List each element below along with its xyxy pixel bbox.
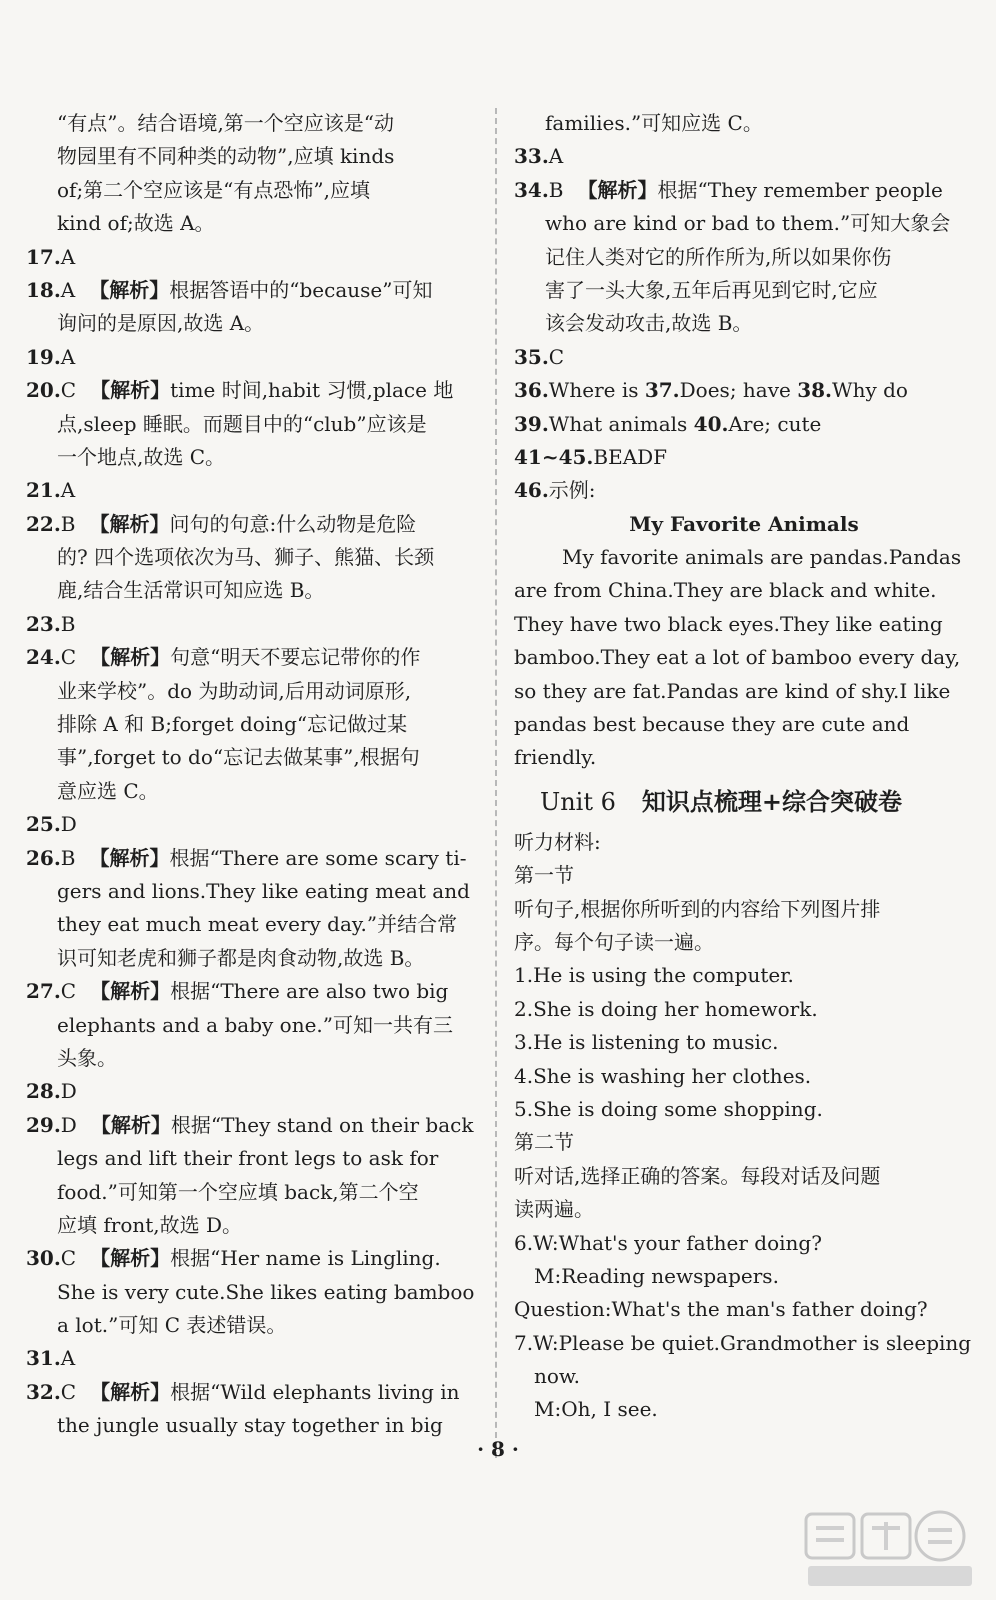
question-number: 24.: [26, 645, 61, 670]
text-line: [26, 942, 476, 975]
text-line: [26, 1242, 476, 1275]
line-text: A: [60, 1346, 76, 1371]
line-text: 听力材料:: [514, 829, 601, 854]
line-text: kind of;故选 A。: [57, 211, 215, 236]
text-line: [26, 1376, 476, 1409]
line-text: the jungle usually stay together in big: [57, 1413, 443, 1438]
line-text: 根据“They stand on their back: [170, 1112, 474, 1137]
line-text: Why do: [832, 378, 908, 403]
text-line: [514, 1293, 974, 1326]
question-number: 36.: [514, 378, 549, 403]
text-line: [514, 741, 974, 774]
line-text: BEADF: [593, 444, 668, 469]
text-line: [26, 408, 476, 441]
line-text: are from China.They are black and white.: [514, 578, 937, 603]
line-text: 该会发动攻击,故选 B。: [545, 311, 753, 336]
text-line: [514, 859, 974, 892]
line-text: 3.He is listening to music.: [514, 1030, 779, 1055]
column-divider: [495, 108, 497, 1458]
text-line: [26, 842, 476, 875]
line-text: D: [60, 1112, 77, 1137]
line-text: B: [60, 611, 76, 636]
line-text: C: [60, 979, 77, 1004]
line-text: who are kind or bad to them.”可知大象会: [545, 211, 951, 236]
text-line: [514, 1227, 974, 1260]
analysis-tag: 【解析】: [90, 1246, 171, 1271]
line-text: C: [60, 378, 77, 403]
question-number: 26.: [26, 845, 61, 870]
text-line: [26, 1342, 476, 1375]
line-text: 记住人类对它的所作所为,所以如果你伤: [545, 244, 892, 269]
line-text: A: [548, 144, 564, 169]
line-text: 物园里有不同种类的动物”,应填 kinds: [57, 144, 395, 169]
text-line: [26, 1309, 476, 1342]
question-number: 46.: [514, 478, 549, 503]
line-text: 第二节: [514, 1130, 574, 1155]
line-text: C: [60, 1379, 77, 1404]
unit-subtitle: 知识点梳理+综合突破卷: [641, 786, 903, 816]
line-text: 2.She is doing her homework.: [514, 996, 818, 1021]
line-text: they eat much meat every day.”并结合常: [57, 912, 458, 937]
text-line: [514, 1360, 974, 1393]
line-text: elephants and a baby one.”可知一共有三: [57, 1012, 453, 1037]
text-line: [26, 441, 476, 474]
line-text: a lot.”可知 C 表述错误。: [57, 1313, 287, 1338]
line-text: 根据“Wild elephants living in: [170, 1379, 460, 1404]
line-text: 根据“There are also two big: [170, 979, 449, 1004]
text-line: [514, 893, 974, 926]
line-text: 句意“明天不要忘记带你的作: [170, 645, 421, 670]
line-text: now.: [534, 1364, 581, 1389]
question-number: 29.: [26, 1112, 61, 1137]
text-line: [514, 708, 974, 741]
line-text: 排除 A 和 B;forget doing“忘记做过某: [57, 712, 408, 737]
question-number: 17.: [26, 244, 61, 269]
analysis-tag: 【解析】: [89, 845, 170, 870]
line-text: 读两遍。: [514, 1197, 594, 1222]
line-text: 意应选 C。: [57, 778, 159, 803]
line-text: 点,sleep 睡眠。而题目中的“club”应该是: [57, 411, 427, 436]
line-text: 示例:: [548, 478, 596, 503]
text-line: [514, 274, 974, 307]
line-text: What animals: [548, 411, 694, 436]
line-text: 询问的是原因,故选 A。: [57, 311, 265, 336]
question-number: 38.: [797, 378, 833, 403]
line-text: 头象。: [57, 1045, 117, 1070]
question-number: 25.: [26, 812, 61, 837]
question-number: 20.: [26, 378, 61, 403]
analysis-tag: 【解析】: [90, 378, 171, 403]
text-line: [514, 1327, 974, 1360]
line-text: so they are fat.Pandas are kind of shy.I like: [514, 678, 951, 703]
text-line: [26, 1276, 476, 1309]
line-text: pandas best because they are cute and: [514, 712, 910, 737]
question-number: 39.: [514, 411, 549, 436]
text-line: [514, 541, 974, 574]
question-number: 37.: [644, 378, 680, 403]
question-number: 28.: [26, 1079, 61, 1104]
text-line: [26, 474, 476, 507]
analysis-tag: 【解析】: [89, 277, 170, 302]
text-line: [514, 1026, 974, 1059]
question-number: 19.: [26, 344, 61, 369]
line-text: 6.W:What's your father doing?: [514, 1230, 822, 1255]
text-line: [26, 1009, 476, 1042]
line-text: 害了一头大象,五年后再见到它时,它应: [545, 277, 878, 302]
line-text: 第一节: [514, 863, 574, 888]
line-text: bamboo.They eat a lot of bamboo every day,: [514, 645, 961, 670]
unit-name: Unit 6: [540, 787, 616, 816]
line-text: C: [548, 344, 565, 369]
line-text: Where is: [548, 378, 645, 403]
text-line: [514, 1193, 974, 1226]
text-line: [26, 207, 476, 240]
line-text: 问句的句意:什么动物是危险: [169, 511, 417, 536]
line-text: D: [60, 1079, 77, 1104]
question-number: 21.: [26, 478, 61, 503]
line-text: 1.He is using the computer.: [514, 963, 794, 988]
analysis-tag: 【解析】: [90, 645, 171, 670]
text-line: [26, 1209, 476, 1242]
line-text: 序。每个句子读一遍。: [514, 929, 714, 954]
line-text: legs and lift their front legs to ask for: [57, 1146, 439, 1171]
line-text: Are; cute: [728, 411, 822, 436]
essay-title: [514, 508, 974, 541]
text-line: [514, 1160, 974, 1193]
line-text: Question:What's the man's father doing?: [514, 1297, 928, 1322]
question-number: 32.: [26, 1379, 61, 1404]
text-line: [26, 574, 476, 607]
line-text: 根据“Her name is Lingling.: [170, 1246, 441, 1271]
text-line: [514, 1060, 974, 1093]
line-text: B: [60, 845, 76, 870]
text-line: [26, 1042, 476, 1075]
line-text: 4.She is washing her clothes.: [514, 1063, 812, 1088]
line-text: D: [60, 812, 77, 837]
question-number: 22.: [26, 511, 61, 536]
line-text: C: [60, 1246, 77, 1271]
line-text: B: [60, 511, 76, 536]
line-text: 识可知老虎和狮子都是肉食动物,故选 B。: [57, 945, 425, 970]
text-line: [26, 908, 476, 941]
text-line: [26, 708, 476, 741]
question-number: 35.: [514, 344, 549, 369]
text-line: [26, 875, 476, 908]
text-line: [26, 274, 476, 307]
text-line: [514, 1260, 974, 1293]
text-line: [514, 608, 974, 641]
question-number: 41~45.: [514, 444, 594, 469]
line-text: She is very cute.She likes eating bamboo: [57, 1279, 475, 1304]
text-line: [514, 474, 974, 507]
line-text: families.”可知应选 C。: [545, 111, 763, 135]
page-number: · 8 ·: [477, 1437, 519, 1461]
right-column: [514, 107, 974, 1427]
line-text: 应填 front,故选 D。: [57, 1212, 243, 1237]
analysis-tag: 【解析】: [90, 979, 171, 1004]
line-text: 业来学校”。do 为助动词,后用动词原形,: [57, 678, 412, 703]
line-text: 5.She is doing some shopping.: [514, 1096, 823, 1121]
analysis-tag: 【解析】: [90, 1112, 171, 1137]
line-text: A: [60, 344, 76, 369]
line-text: M:Reading newspapers.: [534, 1263, 779, 1288]
question-number: 18.: [26, 277, 61, 302]
text-line: [514, 307, 974, 340]
text-line: [514, 826, 974, 859]
text-line: [26, 107, 476, 140]
text-line: [26, 541, 476, 574]
text-line: [26, 775, 476, 808]
text-line: [514, 140, 974, 173]
text-line: [26, 1109, 476, 1142]
line-text: of;第二个空应该是“有点恐怖”,应填: [57, 177, 370, 202]
text-line: [26, 174, 476, 207]
line-text: A: [60, 244, 76, 269]
line-text: gers and lions.They like eating meat and: [57, 878, 470, 903]
question-number: 34.: [514, 177, 549, 202]
text-line: [514, 641, 974, 674]
question-number: 30.: [26, 1246, 61, 1271]
text-line: [514, 241, 974, 274]
analysis-tag: 【解析】: [90, 1379, 171, 1404]
question-number: 31.: [26, 1346, 61, 1371]
text-line: [26, 641, 476, 674]
text-line: [26, 1142, 476, 1175]
text-line: [514, 926, 974, 959]
left-column: [26, 107, 476, 1443]
text-line: [514, 993, 974, 1026]
line-text: 听句子,根据你所听到的内容给下列图片排: [514, 896, 881, 921]
text-line: [514, 959, 974, 992]
text-line: [26, 140, 476, 173]
text-line: [26, 808, 476, 841]
line-text: friendly.: [514, 745, 597, 770]
text-line: [514, 1126, 974, 1159]
text-line: [514, 207, 974, 240]
line-text: 一个地点,故选 C。: [57, 444, 226, 469]
watermark-logo-icon: [802, 1508, 978, 1592]
text-line: [26, 1176, 476, 1209]
text-line: [26, 675, 476, 708]
text-line: [514, 1093, 974, 1126]
line-text: M:Oh, I see.: [534, 1397, 658, 1422]
line-text: 根据答语中的“because”可知: [169, 277, 433, 302]
text-line: [26, 307, 476, 340]
text-line: [514, 675, 974, 708]
text-line: [26, 241, 476, 274]
text-line: [26, 374, 476, 407]
line-text: 根据“They remember people: [657, 177, 943, 202]
line-text: A: [60, 277, 76, 302]
question-number: 23.: [26, 611, 61, 636]
text-line: [26, 341, 476, 374]
line-text: My Favorite Animals: [629, 511, 859, 536]
text-line: [514, 574, 974, 607]
line-text: “有点”。结合语境,第一个空应该是“动: [57, 111, 395, 135]
text-line: [514, 174, 974, 207]
unit-heading: [514, 779, 974, 825]
line-text: Does; have: [679, 378, 798, 403]
text-line: [514, 408, 974, 441]
line-text: 根据“There are some scary ti-: [169, 845, 467, 870]
line-text: time 时间,habit 习惯,place 地: [170, 378, 454, 403]
question-number: 40.: [693, 411, 729, 436]
analysis-tag: 【解析】: [89, 511, 170, 536]
line-text: 事”,forget to do“忘记去做某事”,根据句: [57, 745, 420, 770]
line-text: 听对话,选择正确的答案。每段对话及问题: [514, 1163, 881, 1188]
question-number: 33.: [514, 144, 549, 169]
text-line: [514, 374, 974, 407]
line-text: B: [548, 177, 564, 202]
text-line: [26, 508, 476, 541]
line-text: 7.W:Please be quiet.Grandmother is sleeping: [514, 1330, 972, 1355]
line-text: They have two black eyes.They like eating: [514, 611, 943, 636]
text-line: [26, 608, 476, 641]
question-number: 27.: [26, 979, 61, 1004]
text-line: [514, 441, 974, 474]
text-line: [26, 1075, 476, 1108]
text-line: [26, 975, 476, 1008]
line-text: My favorite animals are pandas.Pandas: [562, 545, 962, 570]
line-text: 鹿,结合生活常识可知应选 B。: [57, 578, 325, 603]
text-line: [514, 1393, 974, 1426]
line-text: A: [60, 478, 76, 503]
analysis-tag: 【解析】: [577, 177, 658, 202]
line-text: food.”可知第一个空应填 back,第二个空: [57, 1179, 419, 1204]
text-line: [514, 107, 974, 140]
line-text: C: [60, 645, 77, 670]
line-text: 的? 四个选项依次为马、狮子、熊猫、长颈: [57, 545, 435, 570]
text-line: [514, 341, 974, 374]
text-line: [26, 741, 476, 774]
